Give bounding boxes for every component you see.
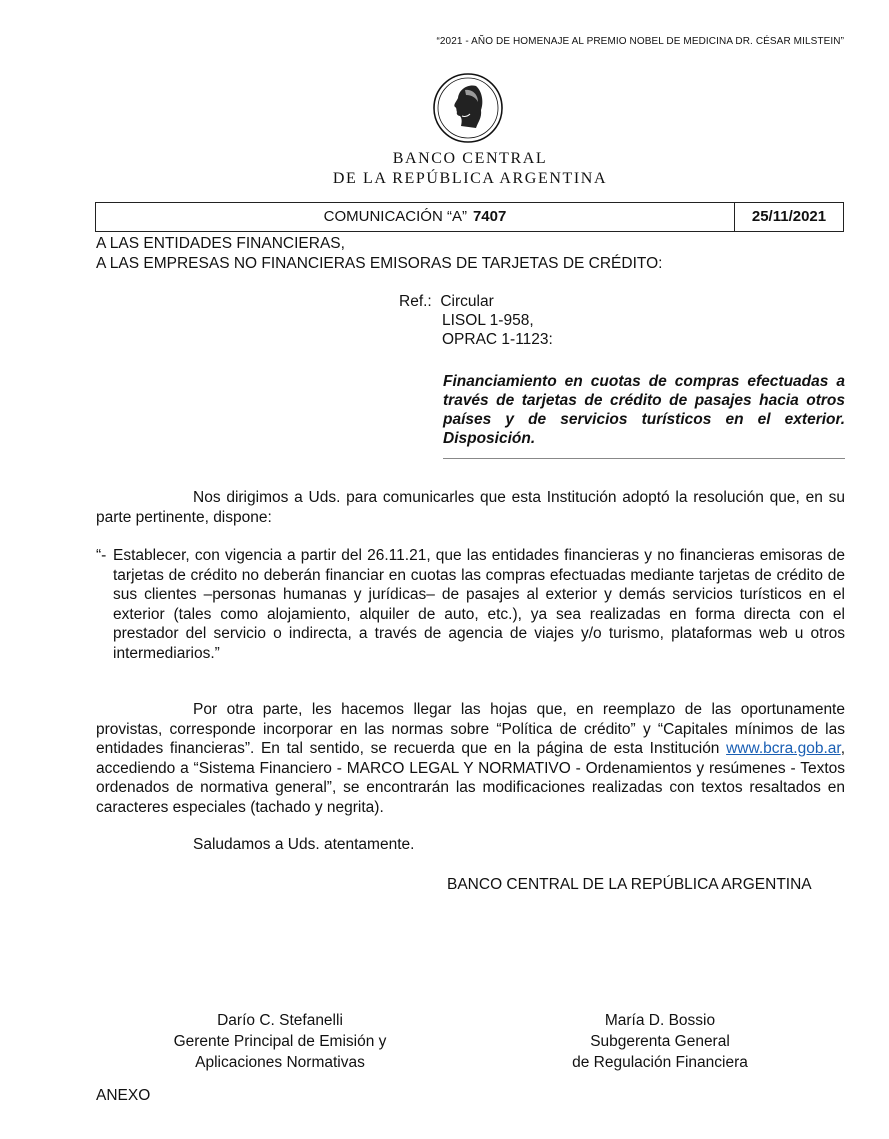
signer-title: de Regulación Financiera <box>572 1054 748 1071</box>
communication-label: COMUNICACIÓN “A” <box>323 208 467 225</box>
signer-title: Subgerenta General <box>590 1033 730 1050</box>
communication-box <box>95 202 844 232</box>
reference-block <box>399 292 553 349</box>
para2-text-a: Por otra parte, les hacemos llegar las hojas que, en reemplazo de las oportunamente provistas, corresponde incorporar en las normas sobre “Política de crédito” y “Capitales mínimos de las entidades financieras”. En tal sentido, se recuerda que en la página de esta Institución <box>96 701 845 757</box>
reference-line: OPRAC 1-1123: <box>442 331 553 348</box>
addressee-line: A LAS ENTIDADES FINANCIERAS, <box>96 235 345 252</box>
second-paragraph <box>96 700 845 817</box>
quote-mark: “- <box>96 547 107 564</box>
reference-label: Ref.: <box>399 293 432 310</box>
reference-line: LISOL 1-958, <box>442 312 534 329</box>
signer-title: Aplicaciones Normativas <box>195 1054 365 1071</box>
commemorative-motto: “2021 - AÑO DE HOMENAJE AL PREMIO NOBEL DE MEDICINA DR. CÉSAR MILSTEIN” <box>436 36 844 47</box>
institution-name-line2: DE LA REPÚBLICA ARGENTINA <box>332 170 608 187</box>
intro-text: Nos dirigimos a Uds. para comunicarles que esta Institución adoptó la resolución que, en su parte pertinente, dispone: <box>96 489 845 526</box>
communication-number: 7407 <box>472 208 507 225</box>
signature-block-left <box>150 1010 410 1073</box>
resolution-quote <box>96 546 845 663</box>
reference-line: Circular <box>440 293 494 310</box>
closing-greeting: Saludamos a Uds. atentamente. <box>193 836 415 853</box>
signature-block-right <box>540 1010 780 1073</box>
institution-name-line1: BANCO CENTRAL <box>392 150 548 167</box>
reference-subject: Financiamiento en cuotas de compras efectuadas a través de tarjetas de crédito de pasajes hacia otros países y de servicios turísticos en el exterior. Disposición. <box>443 373 845 447</box>
annex-label: ANEXO <box>96 1087 151 1104</box>
addressee-line: A LAS EMPRESAS NO FINANCIERAS EMISORAS DE TARJETAS DE CRÉDITO: <box>96 255 663 272</box>
communication-date: 25/11/2021 <box>751 208 827 225</box>
subject-underline <box>443 458 845 459</box>
para2-text-b: , accediendo a “Sistema Financiero - MARCO LEGAL Y NORMATIVO - Ordenamientos y resúmenes - Textos ordenados de normativa general”, se encontrarán las modificaciones realizadas con textos resaltados en caracteres especiales (tachado y negrita). <box>96 740 845 816</box>
signer-name: María D. Bossio <box>604 1012 716 1029</box>
signer-name: Darío C. Stefanelli <box>217 1012 343 1029</box>
intro-paragraph <box>96 488 845 527</box>
communication-title <box>96 208 734 225</box>
bcra-website-link[interactable]: www.bcra.gob.ar <box>726 740 841 757</box>
bcra-profile-seal-icon <box>432 72 504 144</box>
signer-title: Gerente Principal de Emisión y <box>173 1033 387 1050</box>
quote-text: Establecer, con vigencia a partir del 26.11.21, que las entidades financieras y no financieras emisoras de tarjetas de crédito no deberán financiar en cuotas las compras efectuadas mediante tarjetas de crédito de sus clientes –personas humanas y jurídicas– de pasajes al exterior y demás servicios turísticos en el exterior (tales como alojamiento, alquiler de auto, etc.), ya sea realizadas en forma directa con el prestador del servicio o indirecta, a través de agencia de viajes y/o turismo, plataformas web u otros intermediarios.” <box>113 547 845 662</box>
signatory-organization: BANCO CENTRAL DE LA REPÚBLICA ARGENTINA <box>447 876 812 893</box>
